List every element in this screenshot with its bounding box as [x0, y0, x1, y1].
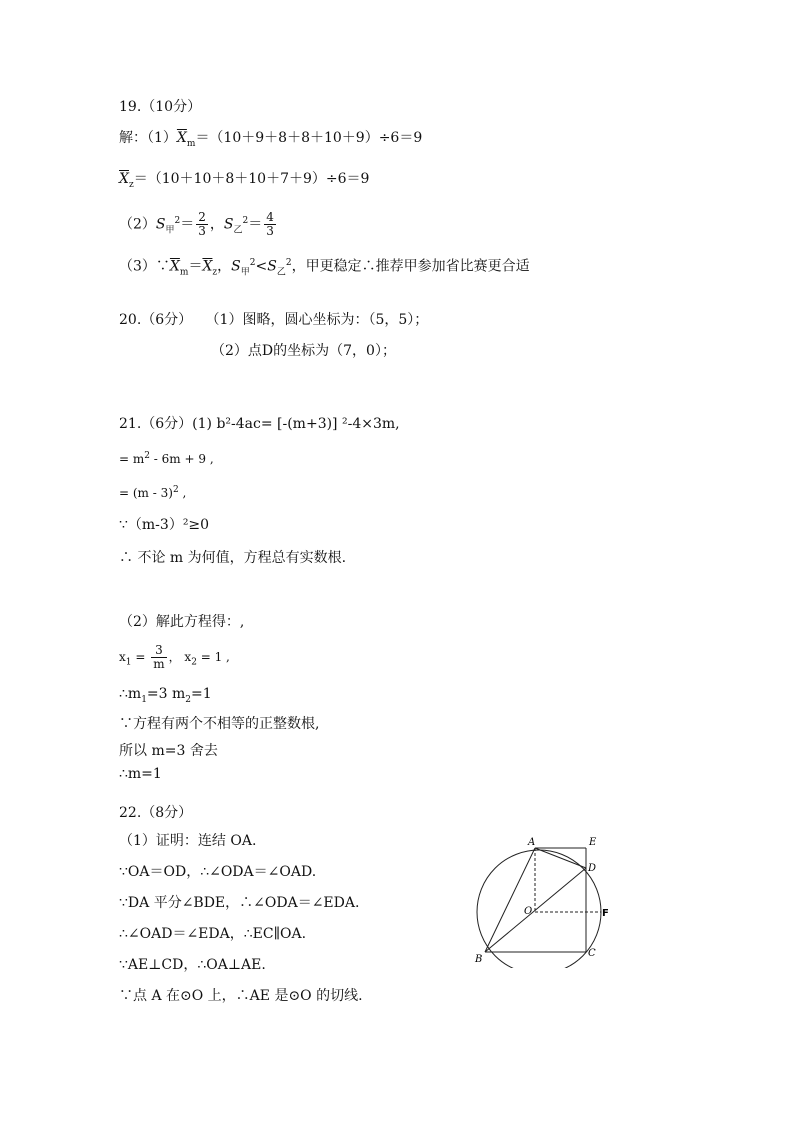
q21-line7-mid: ， x [168, 650, 192, 664]
q22-l4: ∴∠OAD＝∠EDA，∴EC∥OA. [119, 926, 307, 942]
label-e: E [589, 837, 597, 848]
q21-line7-x1-sub: 1 [125, 657, 132, 668]
q19-l2-expr: ＝（10＋10＋8＋10＋7＋9）÷6＝9 [133, 171, 370, 187]
q19-l3-s2: S [223, 216, 234, 233]
q21-line11: ∴m=1 [119, 766, 162, 782]
q22-l1: （1）证明：连结 OA. [119, 833, 257, 849]
q19-l4-prefix: （3）∵ [119, 258, 170, 275]
q21-line3-a: = (m - 3) [119, 486, 173, 500]
q20-header: 20.（6分） [119, 312, 193, 328]
q21-line7-tail: = 1 , [196, 650, 230, 664]
q21-line3-b: , [178, 486, 187, 500]
q21-line2-a: = m [119, 452, 145, 466]
q21-line4: ∵（m-3）²≥0 [119, 517, 210, 533]
q19-l4-v2-sub: z [212, 267, 218, 278]
q19-l2-sub: z [128, 179, 134, 190]
q21-line2-b: - 6m + 9 , [149, 452, 214, 466]
label-b: B [475, 954, 483, 965]
circle-o [477, 850, 601, 968]
q21-line5: ∴ 不论 m 为何值，方程总有实数根. [119, 550, 347, 566]
q22-header: 22.（8分） [119, 805, 193, 821]
label-f: F [602, 908, 609, 919]
q19-l3-frac2 [264, 211, 276, 238]
q21-line7-x1: x [119, 650, 126, 664]
q21-line8 [119, 684, 212, 710]
q19-l4-s2: S [267, 258, 277, 275]
q19-l2-var: $\overline{X}$ [119, 171, 129, 187]
label-a: A [528, 837, 536, 848]
q21-line6: （2）解此方程得：, [119, 614, 245, 630]
q21-line8-a: ∴m [119, 686, 142, 702]
q21-line10: 所以 m=3 舍去 [119, 743, 218, 759]
q19-l4-s2-sub: 乙 [276, 267, 286, 278]
q22-l6: ∵点 A 在⊙O 上，∴AE 是⊙O 的切线. [119, 988, 363, 1004]
q21-line3-sup: 2 [172, 485, 179, 495]
q21-line7 [119, 642, 230, 677]
q19-l4-v1: $\overline{X}$ [169, 258, 180, 275]
q19-line3 [119, 206, 278, 245]
q19-l1-sub: m [186, 138, 196, 149]
label-c: C [588, 948, 596, 959]
q21-line1: 21.（6分）(1) b²-4ac= [-(m+3)] ²-4×3m, [119, 416, 400, 432]
q21-line2 [119, 446, 214, 469]
q19-l4-s2-sup: 2 [285, 258, 292, 268]
q19-l3-frac1-num: 2 [198, 210, 206, 225]
q19-l3-s1-sub: 甲 [165, 225, 175, 236]
q19-line1 [119, 128, 422, 154]
q21-line9: ∵方程有两个不相等的正整数根, [119, 716, 320, 732]
q19-line4 [119, 253, 530, 282]
q19-l4-v2: $\overline{X}$ [202, 258, 213, 275]
q21-line8-c: =1 [191, 686, 212, 702]
q19-l3-frac1 [196, 211, 208, 238]
q20-part2: （2）点D的坐标为（7，0）； [211, 343, 396, 359]
q19-l3-frac2-num: 4 [266, 210, 274, 225]
q21-line7-eq: = [131, 650, 150, 664]
q19-l3-s1: S [155, 216, 166, 233]
label-o: O [524, 906, 533, 917]
q19-l4-s1-sub: 甲 [240, 267, 250, 278]
q21-line7-frac [151, 644, 166, 671]
q22-l2: ∵OA＝OD，∴∠ODA＝∠OAD. [119, 864, 317, 880]
q21-line7-den: m [153, 657, 165, 671]
segment-ba [485, 848, 535, 952]
q19-line2 [119, 169, 369, 195]
circle-geometry-figure [462, 828, 622, 968]
q19-l3-s2-sub: 乙 [233, 225, 243, 236]
q19-l4-comma: ， [217, 258, 232, 275]
q19-l3-prefix: （2） [119, 216, 156, 233]
q22-l5: ∵AE⊥CD，∴OA⊥AE. [119, 957, 266, 973]
q19-l1-var: $\overline{X}$ [176, 130, 187, 146]
q19-l3-s1-sup: 2 [174, 216, 181, 226]
q21-line7-num: 3 [151, 644, 166, 658]
q19-l4-eq: ＝ [188, 258, 203, 275]
q19-l4-s1: S [231, 258, 241, 275]
q19-l4-v1-sub: m [179, 267, 189, 278]
q19-l3-mid: ， [209, 216, 224, 233]
q19-header: 19.（10分） [119, 99, 202, 115]
q19-l3-s2-sup: 2 [242, 216, 249, 226]
q19-l1-prefix: 解：（1） [119, 130, 177, 146]
q21-line2-sup: 2 [144, 451, 150, 461]
q19-l4-tail: ，甲更稳定∴推荐甲参加省比赛更合适 [291, 258, 530, 275]
q20-part1: （1）图略，圆心坐标为：（5，5）； [205, 312, 429, 328]
q19-l3-frac1-den: 3 [198, 224, 206, 239]
q21-line8-s1: 1 [141, 694, 147, 705]
label-d: D [588, 863, 597, 874]
q19-l3-eq2: ＝ [248, 216, 263, 233]
q19-l4-s1-sup: 2 [249, 258, 256, 268]
q21-line8-s2: 2 [185, 694, 192, 705]
segment-ad [535, 848, 586, 868]
q21-line8-b: =3 m [146, 686, 186, 702]
q22-l3: ∵DA 平分∠BDE，∴∠ODA＝∠EDA. [119, 895, 360, 911]
q21-line3 [119, 480, 186, 503]
q19-l4-lt: < [255, 258, 268, 275]
q21-line7-x2-sub: 2 [191, 657, 197, 668]
q19-l3-frac2-den: 3 [266, 224, 274, 239]
q19-l1-expr: ＝（10＋9＋8＋8＋10＋9）÷6＝9 [195, 130, 423, 146]
q20-line1 [119, 310, 428, 330]
q19-l3-eq: ＝ [180, 216, 195, 233]
